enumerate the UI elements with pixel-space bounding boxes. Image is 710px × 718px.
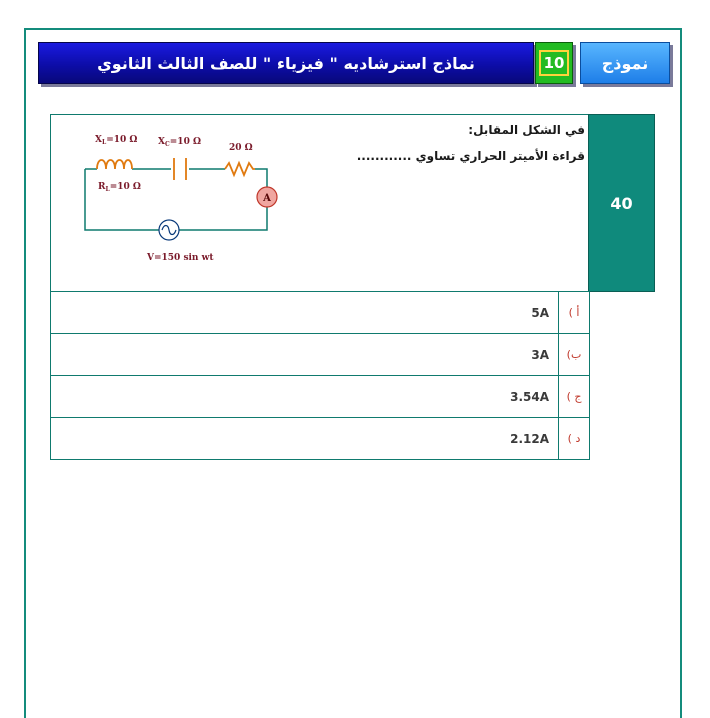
xl-label: $X_L=10$ Ω (95, 135, 138, 146)
option-d-value: 2.12A (510, 431, 549, 446)
model-label-badge (580, 42, 670, 84)
rl-label: $R_L=10$ Ω (98, 182, 141, 193)
question-line-1: في الشكل المقابل: (468, 123, 585, 137)
wire-top-right (255, 169, 267, 187)
option-b[interactable] (50, 333, 590, 376)
option-c-value: 3.54A (510, 389, 549, 404)
question-number: 40 (610, 193, 633, 213)
wire-right (179, 207, 267, 230)
page-title-banner (38, 42, 534, 84)
source-label: V=150 sin wt (147, 253, 214, 263)
option-a[interactable] (50, 291, 590, 334)
option-a-letter: أ ) (558, 292, 589, 333)
option-b-value: 3A (531, 347, 549, 362)
xc-label: $X_C=10$ Ω (158, 137, 201, 148)
model-number-badge (535, 42, 573, 84)
question-number-cell (588, 114, 655, 292)
ammeter-label: A (263, 193, 271, 204)
resistor-label: 20 Ω (229, 143, 253, 153)
inductor-coil (97, 160, 132, 169)
question-line-2: قراءة الأميتر الحراري تساوي ............ (356, 149, 585, 163)
question-text (357, 123, 585, 163)
option-c[interactable] (50, 375, 590, 418)
circuit-diagram (75, 122, 305, 272)
model-number: 10 (539, 50, 570, 76)
resistor-zigzag (225, 163, 255, 175)
page-title: نماذج استرشاديه " فيزياء " للصف الثالث الثانوي (97, 53, 475, 73)
option-a-value: 5A (531, 305, 549, 320)
model-label: نموذج (601, 53, 649, 73)
option-b-letter: ب) (558, 334, 589, 375)
option-d[interactable] (50, 417, 590, 460)
wire-bottom-left (85, 169, 159, 230)
option-c-letter: ج ) (558, 376, 589, 417)
option-d-letter: د ) (558, 418, 589, 459)
